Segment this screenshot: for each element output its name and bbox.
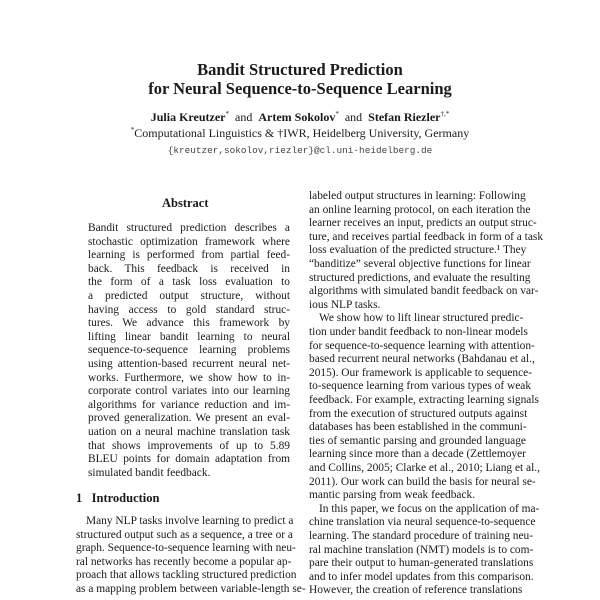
intro-heading: [76, 491, 159, 506]
abstract-line: having access to gold standard struc-: [88, 303, 290, 316]
right-column-line: ties of semantic parsing and grounded language: [309, 434, 526, 447]
right-column-line: feedback. For example, extracting learning signals: [309, 394, 539, 406]
right-column-line: algorithms with simulated bandit feedback on var-: [309, 285, 539, 298]
abstract-line: the form of a task loss evaluation to: [88, 276, 290, 289]
right-column-line: In this paper, we focus on the application of ma-: [319, 502, 540, 515]
abstract-line: Bandit structured prediction describes a: [88, 222, 290, 234]
right-column-line: ture, and receives partial feedback in form of a task: [309, 230, 544, 243]
right-column-line: to-sequence learning from various types of weak: [309, 380, 532, 393]
right-column-line: pare their output to human-generated translations: [309, 557, 534, 570]
abstract-line: works. Furthermore, we show how to in-: [88, 371, 290, 384]
author-name: Julia Kreutzer: [150, 110, 226, 124]
right-column-line: and Collins, 2005; Clarke et al., 2010; Liang et al.,: [309, 462, 540, 474]
section-title: Introduction: [91, 491, 160, 505]
email: {kreutzer,sokolov,riezler}@cl.uni-heidelberg.de: [167, 145, 433, 156]
right-column-line: loss evaluation of the predicted structure.¹ They: [309, 244, 527, 257]
abstract-line: BLEU points for domain adaptation from: [88, 453, 290, 466]
author-list: [0, 110, 600, 125]
right-column-line: labeled output structures in learning: Following: [309, 190, 526, 202]
abstract-line: that shows improvements of up to 5.89: [88, 439, 290, 452]
abstract-heading: Abstract: [162, 196, 209, 210]
right-column-line: and to infer model updates from this comparison.: [309, 570, 534, 583]
paper-title-line-2: for Neural Sequence-to-Sequence Learning: [148, 79, 452, 98]
abstract-line: a predicted output structure, without: [88, 290, 290, 302]
abstract-line: proved generalization. We present an eval-: [88, 412, 290, 425]
right-column-line: ious NLP tasks.: [309, 298, 381, 311]
intro-line: proach that allows tackling structured prediction: [76, 569, 297, 582]
abstract-line: algorithms for variance reduction and im-: [88, 398, 290, 411]
section-number: 1: [76, 491, 83, 505]
intro-line: Many NLP tasks involve learning to predict a: [86, 515, 294, 527]
right-column-line: mantic parsing from weak feedback.: [309, 489, 476, 502]
abstract-line: corporate control variates into our learning: [88, 385, 290, 398]
right-column-line: 2015). Our framework is applicable to sequence-: [309, 366, 532, 379]
conj: and: [235, 110, 253, 124]
right-column-line: chine translation via neural sequence-to-sequence: [309, 516, 536, 529]
affil-mark: †,*: [440, 110, 450, 118]
right-column-line: learning since more than a decade (Zettlemoyer: [309, 448, 526, 461]
affiliation-text: Computational Linguistics & †IWR, Heidelberg University, Germany: [134, 126, 470, 140]
right-column-line: ral machine translation (NMT) models is to com-: [309, 543, 534, 556]
abstract-line: using attention-based recurrent neural net-: [88, 358, 290, 370]
abstract-line: sequence-to-sequence learning problems: [88, 344, 290, 357]
right-column-line: an online learning protocol, on each iteration the: [309, 203, 531, 216]
abstract-line: tures. We advance this framework by: [88, 317, 290, 330]
right-column-line: databases has been established in the communi-: [309, 421, 527, 434]
affil-mark: *: [225, 110, 230, 118]
abstract-line: learning is performed from partial feed-: [88, 249, 290, 262]
right-column-line: learner receives an input, predicts an output struc-: [309, 217, 537, 230]
abstract-line: uation on a neural machine translation task: [88, 426, 290, 438]
abstract-line: back. This feedback is received in: [88, 262, 290, 275]
intro-line: graph. Sequence-to-sequence learning with neu-: [76, 542, 296, 555]
paper-title-line-1: Bandit Structured Prediction: [197, 60, 403, 79]
abstract-line: lifting linear bandit learning to neural: [88, 330, 290, 343]
intro-line: structured output such as a sequence, a tree or a: [76, 528, 293, 541]
author-name: Stefan Riezler: [368, 110, 441, 124]
right-column-line: structured predictions, and evaluate the resulting: [309, 271, 531, 284]
right-column-line: tion under bandit feedback to non-linear models: [309, 326, 528, 338]
right-column-line: 2011). Our work can build the basis for neural se-: [309, 475, 536, 488]
intro-line: ral networks has recently become a popular ap-: [76, 555, 292, 568]
right-column-line: learning. The standard procedure of training neu-: [309, 530, 534, 542]
right-column-line: for sequence-to-sequence learning with attention-: [309, 339, 535, 352]
abstract-line: stochastic optimization framework where: [88, 235, 290, 248]
right-column-line: “banditize” several objective functions for linear: [309, 258, 531, 270]
right-column-line: We show how to lift linear structured predic-: [319, 312, 524, 325]
affil-mark: *: [335, 110, 339, 118]
right-column-line: based recurrent neural networks (Bahdanau et al.,: [309, 353, 535, 366]
intro-line: as a mapping problem between variable-length se-: [76, 583, 306, 595]
author-name: Artem Sokolov: [258, 110, 336, 124]
affiliation: [0, 126, 600, 141]
affil-mark: *: [130, 126, 135, 134]
conj: and: [344, 110, 363, 124]
abstract-line: simulated bandit feedback.: [88, 466, 211, 479]
right-column-line: However, the creation of reference translations: [309, 584, 523, 597]
right-column-line: from the execution of structured outputs against: [309, 407, 528, 420]
